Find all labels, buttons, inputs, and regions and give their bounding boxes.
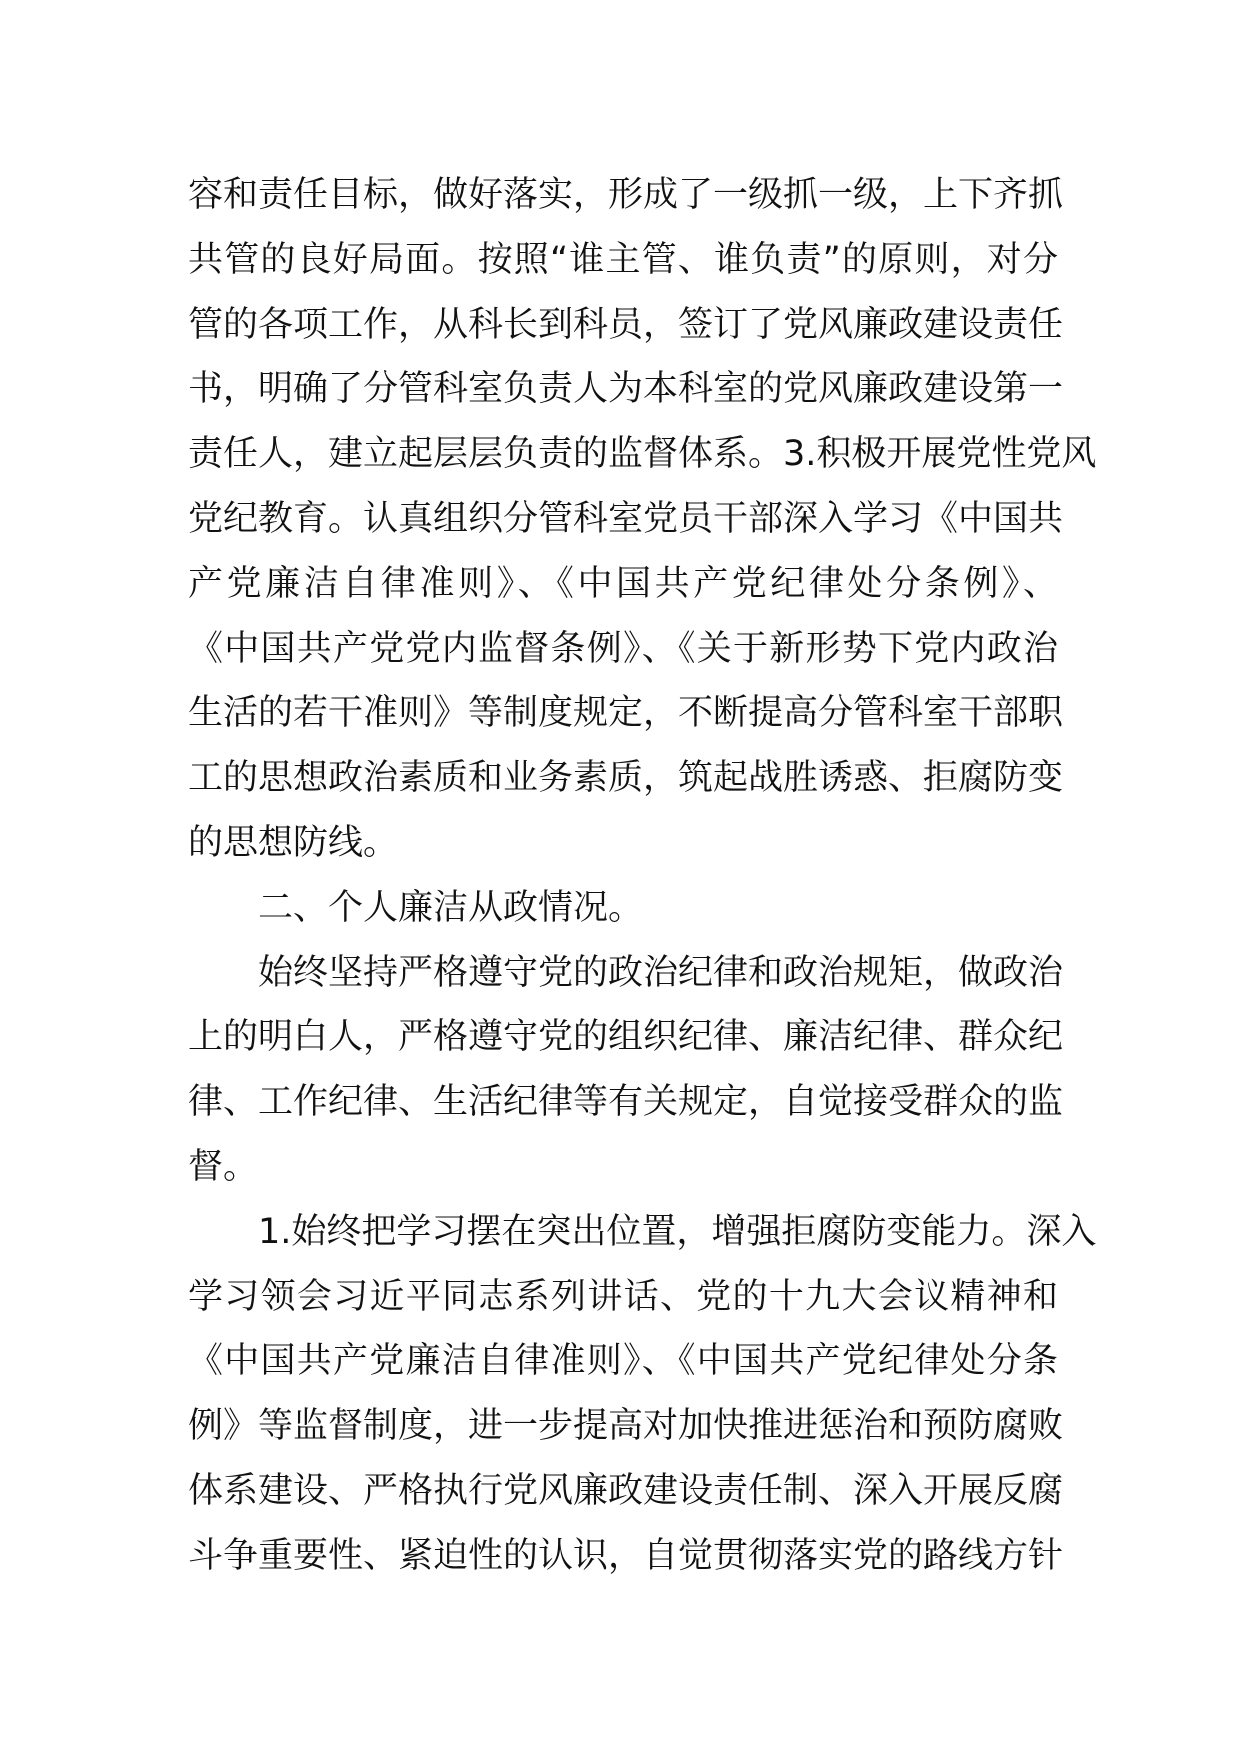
text-line: 管的各项工作，从科长到科员，签订了党风廉政建设责任 [188,304,1064,345]
text-line: 容和责任目标，做好落实，形成了一级抓一级，上下齐抓 [188,175,1064,215]
text-line: 律、工作纪律、生活纪律等有关规定，自觉接受群众的监 [188,1082,1064,1123]
text-line: 始终坚持严格遵守党的政治纪律和政治规矩，做政治 [258,952,1064,993]
text-line: 书，明确了分管科室负责人为本科室的党风廉政建设第一 [188,369,1064,410]
text-line: 斗争重要性、紧迫性的认识，自觉贯彻落实党的路线方针 [188,1535,1064,1576]
body-text [188,163,1097,1589]
text-line: 的思想防线。 [188,822,399,863]
text-line: 上的明白人，严格遵守党的组织纪律、廉洁纪律、群众纪 [188,1017,1064,1058]
text-line: 《中国共产党党内监督条例》、《关于新形势下党内政治 [188,628,1058,669]
section-heading: 二、个人廉洁从政情况。 [258,887,644,928]
text-line: 共管的良好局面。按照“谁主管、谁负责”的原则，对分 [188,239,1058,280]
text-line: 责任人，建立起层层负责的监督体系。3.积极开展党性党风 [188,434,1097,475]
text-line: 例》等监督制度，进一步提高对加快推进惩治和预防腐败 [188,1406,1064,1447]
text-line: 体系建设、严格执行党风廉政建设责任制、深入开展反腐 [188,1470,1064,1511]
text-line: 督。 [188,1146,259,1187]
text-line: 工的思想政治素质和业务素质，筑起战胜诱惑、拒腐防变 [188,758,1064,799]
text-line: 产党廉洁自律准则》、《中国共产党纪律处分条例》、 [188,563,1058,604]
text-line: 学习领会习近平同志系列讲话、党的十九大会议精神和 [188,1276,1058,1317]
text-line: 生活的若干准则》等制度规定，不断提高分管科室干部职 [188,693,1064,734]
text-line: 1.始终把学习摆在突出位置，增强拒腐防变能力。深入 [258,1211,1097,1252]
text-line: 党纪教育。认真组织分管科室党员干部深入学习《中国共 [188,498,1064,539]
text-line: 《中国共产党廉洁自律准则》、《中国共产党纪律处分条 [188,1341,1058,1382]
